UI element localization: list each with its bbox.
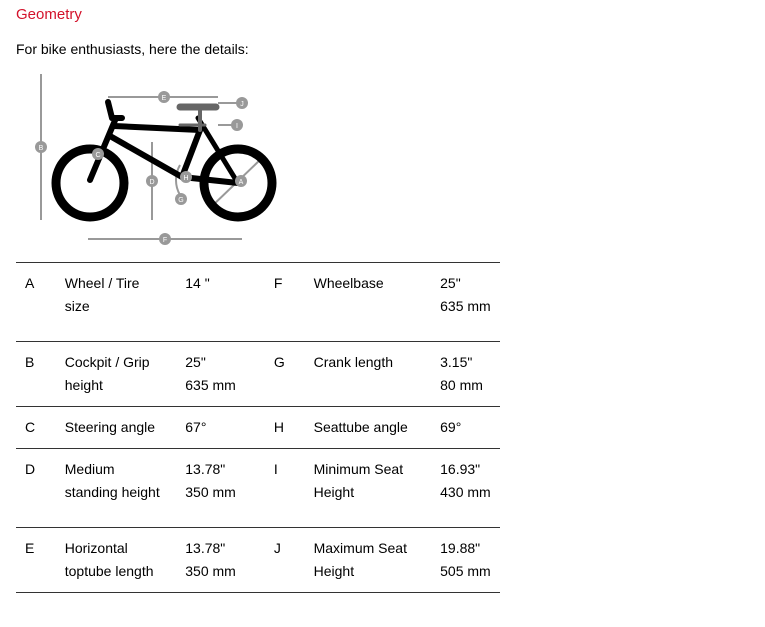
marker-a [235, 175, 247, 187]
measure-letter: B [25, 354, 35, 370]
measure-letter: J [273, 540, 281, 556]
measure-label [65, 407, 186, 449]
svg-text:J: J [240, 101, 244, 108]
measure-letter: D [25, 461, 36, 477]
measure-value-line: 67° [185, 419, 207, 435]
svg-text:D: D [149, 179, 155, 186]
measure-value-line: 350 mm [185, 484, 236, 500]
measure-value [185, 407, 274, 449]
measure-value [440, 528, 500, 593]
measure-label-line: standing height [64, 484, 160, 500]
measure-label-line: Crank length [313, 354, 393, 370]
measure-value [440, 407, 500, 449]
measure-letter: H [273, 419, 284, 435]
marker-j [236, 97, 248, 109]
measure-value-line: 69° [440, 419, 462, 435]
measure-label-line: Maximum Seat [313, 540, 407, 556]
measure-label-line: Cockpit / Grip [64, 354, 150, 370]
measure-label-line: Minimum Seat [313, 461, 404, 477]
measure-value [185, 528, 274, 593]
measure-label-line: Wheel / Tire [64, 275, 140, 291]
marker-f [159, 233, 171, 245]
table-row [16, 342, 500, 407]
measure-label [314, 449, 441, 528]
table-row [16, 407, 500, 449]
measure-label-line: Steering angle [64, 419, 156, 435]
measure-label [65, 263, 186, 342]
intro-text: For bike enthusiasts, here the details: [16, 41, 249, 57]
svg-text:I: I [236, 123, 238, 130]
measure-label [314, 528, 441, 593]
measure-label-line: Medium [64, 461, 115, 477]
measure-value [440, 263, 500, 342]
geometry-title: Geometry [16, 6, 82, 23]
marker-e [158, 91, 170, 103]
svg-text:F: F [162, 237, 168, 244]
measure-label-line: Seattube angle [313, 419, 408, 435]
measure-letter: C [25, 419, 36, 435]
measure-label-line: toptube length [64, 563, 154, 579]
measure-value [185, 342, 274, 407]
measure-value-line: 430 mm [440, 484, 491, 500]
svg-text:G: G [178, 197, 184, 204]
measure-value-line: 350 mm [185, 563, 236, 579]
marker-g [175, 193, 187, 205]
measure-value-line: 16.93" [440, 461, 481, 477]
table-row [16, 263, 500, 342]
measure-label-line: Horizontal [64, 540, 128, 556]
measure-value-line: 635 mm [185, 377, 236, 393]
measure-label-line: height [64, 377, 103, 393]
marker-i [231, 119, 243, 131]
measure-label-line: Wheelbase [313, 275, 384, 291]
measure-letter: E [25, 540, 35, 556]
dimension-markers [35, 91, 248, 245]
table-row [16, 449, 500, 528]
measure-value-line: 3.15" [440, 354, 473, 370]
measure-value-line: 80 mm [440, 377, 483, 393]
svg-text:H: H [183, 175, 189, 182]
svg-text:C: C [95, 152, 101, 159]
measure-label [314, 342, 441, 407]
bike-frame [56, 102, 272, 217]
svg-text:B: B [38, 145, 44, 152]
measure-value-line: 13.78" [185, 461, 226, 477]
table-row [16, 528, 500, 593]
measure-value-line: 635 mm [440, 298, 491, 314]
bike-geometry-diagram [30, 70, 280, 250]
measure-value-line: 25" [440, 275, 461, 291]
measure-letter: I [273, 461, 278, 477]
measure-value [440, 449, 500, 528]
measure-value [440, 342, 500, 407]
measure-label-line: Height [313, 563, 355, 579]
measure-value [185, 263, 274, 342]
measure-value-line: 13.78" [185, 540, 226, 556]
measure-label [65, 528, 186, 593]
marker-b [35, 141, 47, 153]
measure-letter: F [273, 275, 283, 291]
svg-text:E: E [161, 95, 167, 102]
measure-label-line: Height [313, 484, 355, 500]
marker-h [180, 171, 192, 183]
measure-value-line: 14 " [185, 275, 210, 291]
marker-d [146, 175, 158, 187]
measure-value-line: 19.88" [440, 540, 481, 556]
measure-label [65, 449, 186, 528]
measure-label [65, 342, 186, 407]
geometry-table [16, 262, 500, 593]
svg-text:A: A [238, 179, 244, 186]
measure-value-line: 25" [185, 354, 206, 370]
measure-label-line: size [64, 298, 90, 314]
measure-letter: G [273, 354, 285, 370]
marker-c [92, 148, 104, 160]
measure-letter: A [25, 275, 35, 291]
measure-value [185, 449, 274, 528]
measure-label [314, 407, 441, 449]
measure-label [314, 263, 441, 342]
measure-value-line: 505 mm [440, 563, 491, 579]
